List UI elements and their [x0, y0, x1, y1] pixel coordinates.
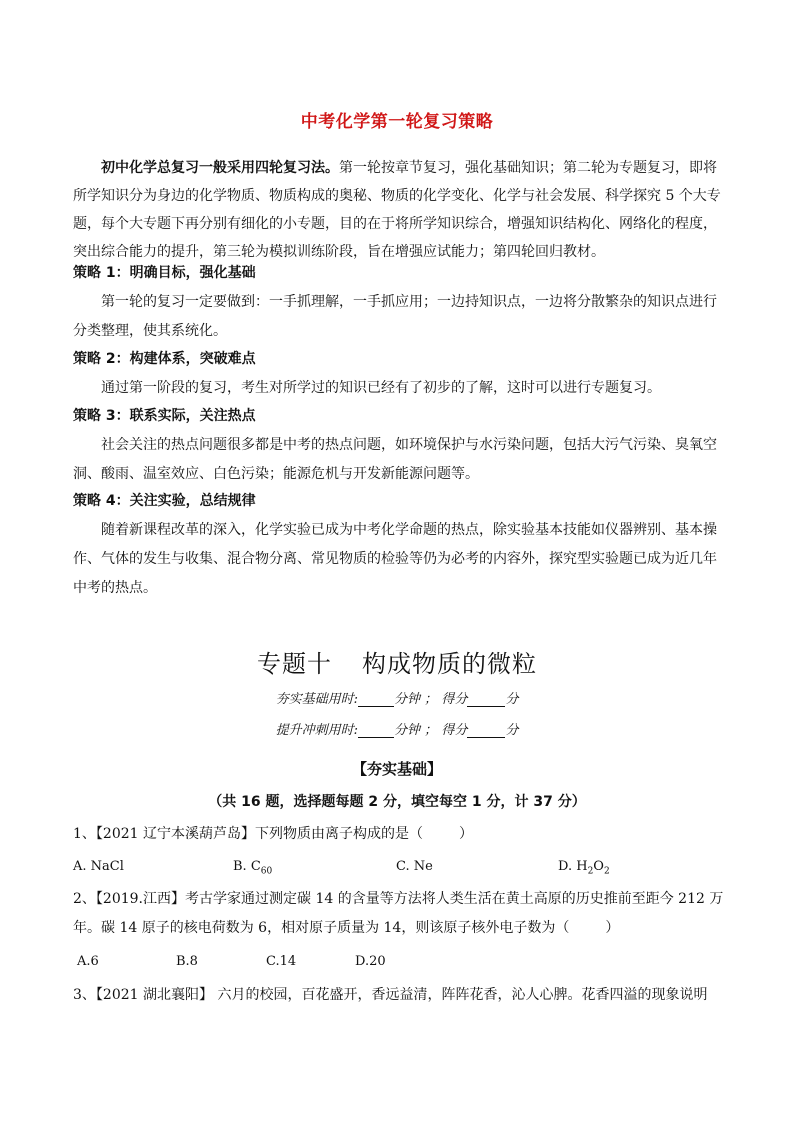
strategy-1-heading: 策略 1：明确目标，强化基础: [73, 265, 256, 281]
separator: ；: [424, 692, 438, 707]
question-2-source: 2、【2019.江西】: [73, 891, 185, 907]
question-2-stem: 考古学家通过测定碳 14 的含量等方法将人类生活在黄土高原的历史推前至距今 212 万年。碳 14 原子的核电荷数为 6，相对原子质量为 14，则该原子核外电子数为（: [73, 891, 724, 936]
question-2-option-c[interactable]: C.14: [266, 954, 297, 969]
section-heading: 【夯实基础】: [351, 760, 442, 778]
question-1: [73, 820, 733, 849]
question-1-option-b[interactable]: [233, 859, 272, 877]
question-2-close: ）: [605, 920, 620, 936]
question-2-option-a[interactable]: A.6: [77, 954, 99, 969]
question-2-option-d[interactable]: D.20: [355, 954, 386, 969]
score-blank[interactable]: [467, 692, 505, 707]
question-2-option-b[interactable]: B.8: [176, 954, 198, 969]
option-b-text: B. C: [233, 859, 261, 874]
section-note: （共 16 题，选择题每题 2 分，填空每空 1 分，计 37 分）: [208, 794, 586, 810]
question-1-option-a[interactable]: A. NaCl: [73, 859, 124, 874]
score-unit: 分: [505, 692, 519, 707]
timing-basic: [0, 688, 794, 707]
strategy-4-body: 随着新课程改革的深入，化学实验已成为中考化学命题的热点，除实验基本技能如仪器辨别、基本操作、气体的发生与收集、混合物分离、常见物质的检验等仍为必考的内容外，探究型实验题已成为近几年中考的热点。: [73, 522, 717, 596]
score-unit: 分: [505, 723, 519, 738]
question-3-stem: 六月的校园，百花盛开，香远益清，阵阵花香，沁人心脾。花香四溢的现象说明: [213, 987, 708, 1003]
score-blank[interactable]: [467, 723, 505, 738]
topic-name: 构成物质的微粒: [362, 650, 537, 678]
intro-text: 第一轮按章节复习，强化基础知识；第二轮为专题复习，即将所学知识分为身边的化学物质、物质构成的奥秘、物质的化学变化、化学与社会发展、科学探究 5 个大专题，每个大专题下再分别有细化的小专题，目的在于将所学知识综合，增强知识结构化、网络化的程度，突出综合能力的提升，第三轮为模拟训练阶段，旨在增强应试能力；第四轮回归教材。: [73, 160, 721, 260]
strategy-1-body: 第一轮的复习一定要做到：一手抓理解，一手抓应用；一边持知识点，一边将分散繁杂的知识点进行分类整理，使其系统化。: [73, 294, 717, 339]
score-label: 得分: [441, 692, 468, 707]
question-1-option-c[interactable]: C. Ne: [396, 859, 433, 874]
option-b-subscript: 60: [260, 866, 273, 877]
strategy-3-body: 社会关注的热点问题很多都是中考的热点问题，如环境保护与水污染问题，包括大污气污染、臭氧空洞、酸雨、温室效应、白色污染；能源危机与开发新能源问题等。: [73, 437, 717, 482]
option-d-sub-1: 2: [587, 866, 594, 877]
question-1-stem: 下列物质由离子构成的是（: [255, 826, 423, 842]
intro-lead: 初中化学总复习一般采用四轮复习法。: [101, 160, 339, 176]
question-2: [73, 885, 733, 943]
minutes-unit: 分钟: [394, 692, 421, 707]
minutes-unit: 分钟: [394, 723, 421, 738]
strategy-2-heading: 策略 2：构建体系，突破难点: [73, 351, 256, 367]
topic-title: [0, 644, 794, 679]
strategy-2-body: 通过第一阶段的复习，考生对所学过的知识已经有了初步的了解，这时可以进行专题复习。: [101, 380, 661, 396]
page-title: 中考化学第一轮复习策略: [300, 112, 494, 132]
separator: ；: [424, 723, 438, 738]
question-1-option-d[interactable]: [558, 859, 610, 877]
minutes-blank[interactable]: [358, 692, 394, 707]
question-1-source: 1、【2021 辽宁本溪葫芦岛】: [73, 826, 255, 842]
timing-boost: [0, 719, 794, 738]
option-d-text: D. H: [558, 859, 588, 874]
minutes-blank[interactable]: [358, 723, 394, 738]
question-1-close: ）: [459, 826, 473, 842]
intro-paragraph: [73, 154, 723, 266]
strategy-3-heading: 策略 3：联系实际，关注热点: [73, 408, 256, 424]
timing-basic-label: 夯实基础用时:: [275, 692, 359, 707]
topic-number: 专题十: [257, 650, 332, 678]
question-3-source: 3、【2021 湖北襄阳】: [73, 987, 213, 1003]
option-d-o: O: [593, 859, 604, 874]
timing-boost-label: 提升冲刺用时:: [275, 723, 359, 738]
score-label: 得分: [441, 723, 468, 738]
strategy-4-heading: 策略 4：关注实验，总结规律: [73, 493, 256, 509]
option-d-sub-2: 2: [603, 866, 610, 877]
question-3: [73, 981, 733, 1010]
